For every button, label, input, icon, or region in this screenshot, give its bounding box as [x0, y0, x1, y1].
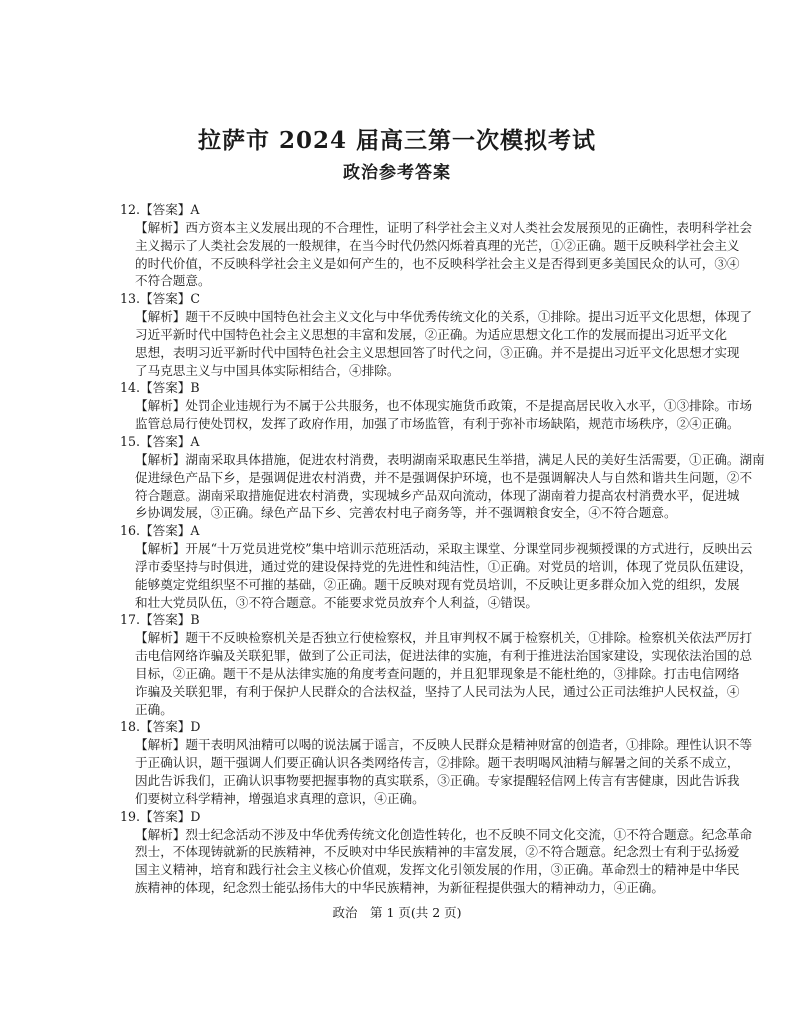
document-title: 拉萨市 2024 届高三第一次模拟考试 [197, 127, 597, 154]
explanation-line: 促进绿色产品下乡，是强调促进农村消费，并不是强调保护环境，也不是强调解决人与自然和谐共生问题，②不 [135, 469, 753, 485]
explanation-line: 烈士，不体现铸就新的民族精神，不反映对中华民族精神的丰富发展，②不符合题意。纪念烈士有利于弘扬爱 [135, 844, 740, 860]
answer-item [120, 611, 753, 718]
explanation-line: 主义揭示了人类社会发展的一般规律，在当今时代仍然闪烁着真理的光芒，①②正确。题干反映科学社会主义 [135, 237, 740, 253]
answer-item [120, 718, 753, 807]
explanation-line: 【解析】烈士纪念活动不涉及中华优秀传统文化创造性转化，也不反映不同文化交流，①不符合题意。纪念革命 [135, 826, 753, 842]
explanation-line: 正确。 [135, 701, 173, 717]
answer-key: 17.【答案】B [120, 612, 200, 628]
answer-list [120, 201, 765, 897]
explanation-line: 不符合题意。 [135, 273, 211, 289]
answer-key: 13.【答案】C [120, 291, 201, 307]
answer-key: 15.【答案】A [120, 433, 200, 449]
answer-item [120, 522, 753, 611]
explanation-line: 【解析】开展“十万党员进党校”集中培训示范班活动，采取主课堂、分课堂同步视频授课的方式进行，反映出云 [135, 541, 753, 557]
explanation-line: 浮市委坚持与时俱进，通过党的建设保持党的先进性和纯洁性，①正确。对党员的培训，体现了党员队伍建设， [135, 558, 753, 574]
explanation-line: 因此告诉我们，正确认识事物要把握事物的真实联系，③正确。专家提醒轻信网上传言有害健康，因此告诉我 [135, 773, 740, 788]
explanation-line: 【解析】题干不反映中国特色社会主义文化与中华优秀传统文化的关系，①排除。提出习近平文化思想，体现了 [135, 309, 753, 325]
explanation-line: 【解析】题干表明风油精可以喝的说法属于谣言，不反映人民群众是精神财富的创造者，①排除。理性认识不等 [135, 737, 753, 753]
answer-item [120, 808, 753, 897]
explanation-line: 【解析】湖南采取具体措施，促进农村消费，表明湖南采取惠民生举措，满足人民的美好生活需要，①正确。湖南 [135, 451, 765, 467]
explanation-line: 习近平新时代中国特色社会主义思想的丰富和发展，②正确。为适应思想文化工作的发展而提出习近平文化 [135, 326, 727, 342]
explanation-line: 于正确认识，题干强调人们要正确认识各类网络传言，②排除。题干表明喝风油精与解暑之间的关系不成立， [135, 755, 740, 771]
explanation-line: 监管总局行使处罚权，发挥了政府作用，加强了市场监管，有利于弥补市场缺陷，规范市场秩序，②④正确。 [135, 416, 740, 432]
explanation-line: 了马克思主义与中国具体实际相结合，④排除。 [135, 362, 400, 378]
explanation-line: 能够奠定党组织坚不可摧的基础，②正确。题干反映对现有党员培训，不反映让更多群众加入党的组织，发展 [135, 576, 740, 592]
explanation-line: 的时代价值，不反映科学社会主义是如何产生的，也不反映科学社会主义是否得到更多美国民众的认可，③④ [135, 255, 740, 271]
explanation-line: 符合题意。湖南采取措施促进农村消费，实现城乡产品双向流动，体现了湖南着力提高农村消费水平，促进城 [135, 487, 740, 503]
answer-item [120, 201, 753, 290]
explanation-line: 【解析】题干不反映检察机关是否独立行使检察权，并且审判权不属于检察机关，①排除。检察机关依法严厉打 [135, 630, 753, 646]
explanation-line: 族精神的体现，纪念烈士能弘扬伟大的中华民族精神，为新征程提供强大的精神动力，④正确。 [135, 880, 664, 896]
explanation-line: 和壮大党员队伍，③不符合题意。不能要求党员放弃个人利益，④错误。 [135, 594, 538, 610]
explanation-line: 击电信网络诈骗及关联犯罪，做到了公正司法，促进法律的实施，有利于推进法治国家建设，实现依法治国的总 [135, 648, 753, 664]
explanation-line: 乡协调发展，③正确。绿色产品下乡、完善农村电子商务等，并不强调粮食安全，④不符合题意。 [135, 505, 677, 521]
explanation-line: 【解析】处罚企业违规行为不属于公共服务，也不体现实施货币政策，不是提高居民收入水平，①③排除。市场 [135, 398, 753, 414]
explanation-line: 目标，②正确。题干不是从法律实施的角度考查问题的，并且犯罪现象是不能杜绝的，③排除。打击电信网络 [135, 665, 740, 681]
explanation-line: 【解析】西方资本主义发展出现的不合理性，证明了科学社会主义对人类社会发展预见的正确性，表明科学社会 [135, 219, 753, 235]
explanation-line: 思想，表明习近平新时代中国特色社会主义思想回答了时代之问，③正确。并不是提出习近平文化思想才实现 [135, 344, 740, 360]
answer-item [120, 433, 765, 522]
explanation-line: 诈骗及关联犯罪，有利于保护人民群众的合法权益，坚持了人民司法为人民，通过公正司法维护人民权益，④ [135, 683, 740, 699]
answer-key: 14.【答案】B [120, 380, 200, 396]
explanation-line: 们要树立科学精神，增强追求真理的意识，④正确。 [135, 790, 425, 806]
answer-item [120, 379, 753, 433]
explanation-line: 国主义精神，培育和践行社会主义核心价值观，发挥文化引领发展的作用，③正确。革命烈士的精神是中华民 [135, 862, 740, 878]
answer-key: 18.【答案】D [120, 719, 201, 735]
answer-key: 19.【答案】D [120, 808, 201, 824]
answer-key: 12.【答案】A [120, 202, 200, 217]
answer-item [120, 290, 753, 379]
document-subtitle: 政治参考答案 [343, 163, 451, 183]
page-footer: 政治 第 1 页(共 2 页) [332, 905, 462, 920]
answer-key: 16.【答案】A [120, 523, 200, 539]
